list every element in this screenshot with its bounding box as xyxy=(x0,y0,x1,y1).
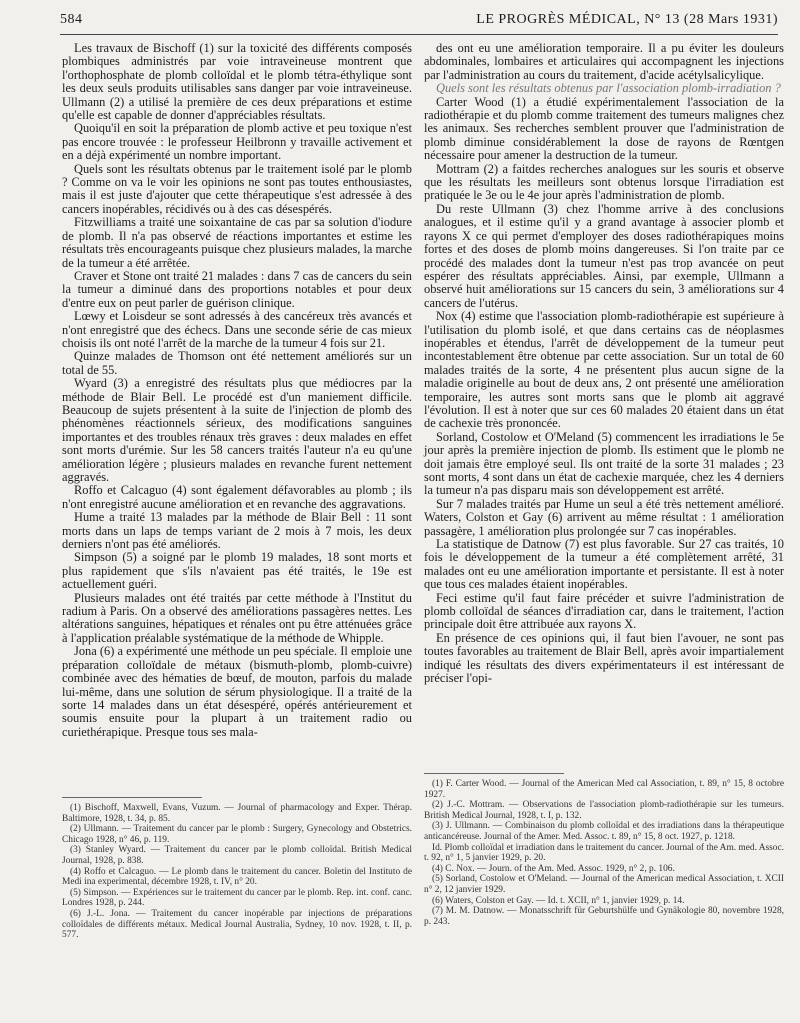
paragraph: Mottram (2) a faitdes recherches analogues sur les souris et observe que les résultats les meilleurs sont obtenus lorsque l'irradiation est pratiquée le 3e ou le 4e jour après l'administration de plomb. xyxy=(424,161,784,203)
paragraph: Craver et Stone ont traité 21 malades : dans 7 cas de cancers du sein la tumeur a diminué dans des proportions notables et pour deux d'entre eux on peut parler de guérison clinique. xyxy=(62,268,412,310)
paragraph: La statistique de Datnow (7) est plus favorable. Sur 27 cas traités, 10 fois le développement de la tumeur a été complètement arrêté, 31 malades ont eu une amélioration importante et persistante. Il est à noter que tous ces malades étaient inopérables. xyxy=(424,537,784,592)
paragraph: Les travaux de Bischoff (1) sur la toxicité des différents composés plombiques administrés par voie intraveineuse montrent que l'orthophosphate de plomb colloïdal et le plomb tétra-éthylique sont les deux seuls produits utilisables sans danger par voie intraveineuse. Ullmann (2) a utilisé la première de ces deux préparations et estime qu'elle est capable de donner d'appréciables résultats. xyxy=(62,41,412,123)
footnote: (4) Roffo et Calcaguo. — Le plomb dans le traitement du cancer. Boletin del Instituto de Medi ina experimental, décembre 1928, t. IV, n° 20. xyxy=(62,866,412,888)
header-rule xyxy=(60,34,778,35)
paragraph: Plusieurs malades ont été traités par cette méthode à l'Institut du radium à Paris. On a observé des améliorations passagères nettes. Les altérations sanguines, hépatiques et rénales ont pu être atténuées grâce à l'application préalable systématique de la méthode de Whipple. xyxy=(62,590,412,645)
paragraph: Quels sont les résultats obtenus par le traitement isolé par le plomb ? Comme on va le voir les opinions ne sont pas toutes enthousiastes, mais il est juste d'ajouter que cette thérapeutique s'est adressée à des cancers inopérables, récidivés ou à des cas désespérés. xyxy=(62,161,412,216)
footnote: (5) Simpson. — Expériences sur le traitement du cancer par le plomb. Rep. int. conf. canc. Londres 1928, p. 244. xyxy=(62,887,412,909)
footnote-separator xyxy=(62,797,202,798)
footnote: (1) Bischoff, Maxwell, Evans, Vuzum. — Journal of pharmacology and Exper. Thérap. Baltimore, 1928, t. 34, p. 85. xyxy=(62,803,412,824)
paragraph: Fitzwilliams a traité une soixantaine de cas par sa solution d'iodure de plomb. Il n'a pas observé de réactions importantes et estime les résultats très encourageants puisque chez plusieurs malades, la marche de la tumeur a été arrêtée. xyxy=(62,215,412,270)
right-column xyxy=(424,42,784,686)
footnote: (5) Sorland, Costolow et O'Meland. — Journal of the American medical Association, t. XCII n° 2, 12 janvier 1929. xyxy=(424,874,784,895)
footnote: (3) J. Ullmann. — Combinaison du plomb colloïdal et des irradiations dans la thérapeutique anticancéreuse. Journal of the Amer. Med. Assoc. t. 89, n° 15, 8 oct. 1927, p. 1218. xyxy=(424,821,784,842)
footnote: (3) Stanley Wyard. — Traitement du cancer par le plomb colloïdal. British Medical Journal, 1928, p. 838. xyxy=(62,845,412,866)
left-footnotes xyxy=(62,797,412,941)
right-footnotes xyxy=(424,773,784,927)
paragraph: Lœwy et Loisdeur se sont adressés à des cancéreux très avancés et n'ont enregistré que des échecs. Dans une seconde série de cas mieux choisis ils ont noté l'arrêt de la marche de la tumeur 4 fois sur 21. xyxy=(62,309,412,350)
page-number: 584 xyxy=(60,12,83,27)
section-question: Quels sont les résultats obtenus par l'association plomb-irradiation ? xyxy=(436,81,781,96)
paragraph: Jona (6) a expérimenté une méthode un peu spéciale. Il emploie une préparation colloïdale de métaux (bismuth-plomb, plomb-cuivre) combinée avec des hématies de bœuf, de mouton, parfois du malade lui-même, dans une solution de sérum physiologique. Il a traité de la sorte 14 malades dans un état désespéré, opérés antérieurement et soumis ensuite pour la plupart à un traitement radio ou curiethérapique. Presque tous ses mala- xyxy=(62,644,412,739)
footnote: Id. Plomb colloïdal et irradiation dans le traitement du cancer. Journal of the Am. med. Assoc. t. 92, n° 1, 5 janvier 1929, p. 20. xyxy=(424,842,784,864)
footnote: (4) C. Nox. — Journ. of the Am. Med. Assoc. 1929, n° 2, p. 106. xyxy=(432,863,675,874)
paragraph: Hume a traité 13 malades par la méthode de Blair Bell : 11 sont morts dans un laps de temps variant de 2 mois à 7 mois, les deux derniers n'ont pas été améliorés. xyxy=(62,510,412,552)
paragraph: Simpson (5) a soigné par le plomb 19 malades, 18 sont morts et plus rapidement que s'ils n'avaient pas été traités, le 19e est actuellement guéri. xyxy=(62,550,412,592)
footnote: (2) Ullmann. — Traitement du cancer par le plomb : Surgery, Gynecology and Obstetrics. Chicago 1928, n° 46, p. 119. xyxy=(62,824,412,845)
running-title: LE PROGRÈS MÉDICAL, N° 13 (28 Mars 1931) xyxy=(476,12,778,27)
footnote: (2) J.-C. Mottram. — Observations de l'association plomb-radiothérapie sur les tumeurs. British Medical Journal, 1928, t. I, p. 132. xyxy=(424,800,784,821)
paragraph: Quoiqu'il en soit la préparation de plomb active et peu toxique n'est pas encore trouvée : le professeur Heilbronn y travaille activement et en a déjà expérimenté un nombre important. xyxy=(62,121,412,163)
page-header xyxy=(60,12,778,32)
paragraph: Nox (4) estime que l'association plomb-radiothérapie est supérieure à l'utilisation du plomb isolé, et que dans certains cas de néoplasmes inopérables et étendus, l'arrêt de développement de la tumeur peut incontestablement être obtenue par cette association. Sur un total de 60 malades traités de la sorte, 4 ne présentent plus aucun signe de la maladie originelle au bout de deux ans, 2 ont présenté une amélioration temporaire, les autres sont morts sans que le plomb ait aggravé l'évolution. Il est à noter que sur ces 60 malades 20 étaient dans un état de cachexie très prononcée. xyxy=(424,309,784,431)
footnote: (1) F. Carter Wood. — Journal of the American Med cal Association, t. 89, n° 15, 8 octobre 1927. xyxy=(424,779,784,800)
paragraph: des ont eu une amélioration temporaire. Il a pu éviter les douleurs abdominales, lombaires et articulaires qui accompagnent les injections par l'administration au cours du traitement, d'acide acétylsalicylique. xyxy=(424,41,784,82)
footnote-separator xyxy=(424,773,564,774)
paragraph: Quinze malades de Thomson ont été nettement améliorés sur un total de 55. xyxy=(62,349,412,377)
footnote: (7) M. M. Datnow. — Monatsschrift für Geburtshülfe und Gynäkologie 80, novembre 1928, p. 243. xyxy=(424,906,784,927)
paragraph: Sur 7 malades traités par Hume un seul a été très nettement amélioré. Waters, Colston et Gay (6) arrivent au même résultat : 1 amélioration passagère, 1 amélioration plus prolongée sur 7 cas inopérables. xyxy=(424,496,784,538)
paragraph: En présence de ces opinions qui, il faut bien l'avouer, ne sont pas toutes favorables au traitement de Blair Bell, après avoir impartialement indiqué les résultats des divers expérimentateurs il est intéressant de préciser l'opi- xyxy=(424,630,784,686)
footnote: (6) J.-L. Jona. — Traitement du cancer inopérable par injections de préparations colloïdales de différents métaux. Medical Journal Australia, Sydney, 10 nov. 1928, t. II, p. 577. xyxy=(62,908,412,941)
paragraph: Feci estime qu'il faut faire précéder et suivre l'administration de plomb colloïdal de séances d'irradiation car, dans le traitement, l'action principale doit être attribuée aux rayons X. xyxy=(424,590,784,632)
footnote: (6) Waters, Colston et Gay. — Id. t. XCII, n° 1, janvier 1929, p. 14. xyxy=(432,895,685,906)
left-column xyxy=(62,42,412,739)
paragraph: Wyard (3) a enregistré des résultats plus que médiocres par la méthode de Blair Bell. Le procédé est d'un maniement difficile. Beaucoup de sujets présentent à la suite de l'injection de plomb des phénomènes réactionnels sérieux, des modifications sanguines importantes et des troubles rénaux très graves : deux malades en effet sont morts d'urémie. Sur les 58 cancers traités l'auteur n'a eu qu'une amélioration légère ; plusieurs malades en revanche furent nettement aggravés. xyxy=(62,376,412,484)
paragraph: Carter Wood (1) a étudié expérimentalement l'association de la radiothérapie et du plomb comme traitement des tumeurs malignes chez les animaux. Ses recherches semblent prouver que l'administration de plomb diminue considérablement la dose de rayons de Rœntgen nécessaire pour amener la destruction de la tumeur. xyxy=(424,94,784,163)
paragraph: Sorland, Costolow et O'Meland (5) commencent les irradiations le 5e jour après la première injection de plomb. Ils estiment que le plomb ne doit jamais être employé seul. Ils ont traité de la sorte 31 malades ; 23 sont morts, 4 sont dans un état de cachexie marquée, chez les 4 derniers la tumeur n'a pas disparu mais son développement est arrêté. xyxy=(424,429,784,498)
paragraph: Du reste Ullmann (3) chez l'homme arrive à des conclusions analogues, et il estime qu'il y a grand avantage à associer plomb et rayons X ce qui permet d'employer des doses radiothérapiques moins fortes et des doses de plomb moins dangereuses. Si l'on traite par ce procédé des malades dont la tumeur n'est pas trop avancée on peut espérer des résultats appréciables. Ainsi, par exemple, Ullmann a observé huit améliorations sur 15 cancers du sein, 3 améliorations sur 4 cancers de l'utérus. xyxy=(424,201,784,310)
paragraph: Roffo et Calcaguo (4) sont également défavorables au plomb ; ils n'ont enregistré aucune amélioration et en revanche des aggravations. xyxy=(62,483,412,511)
